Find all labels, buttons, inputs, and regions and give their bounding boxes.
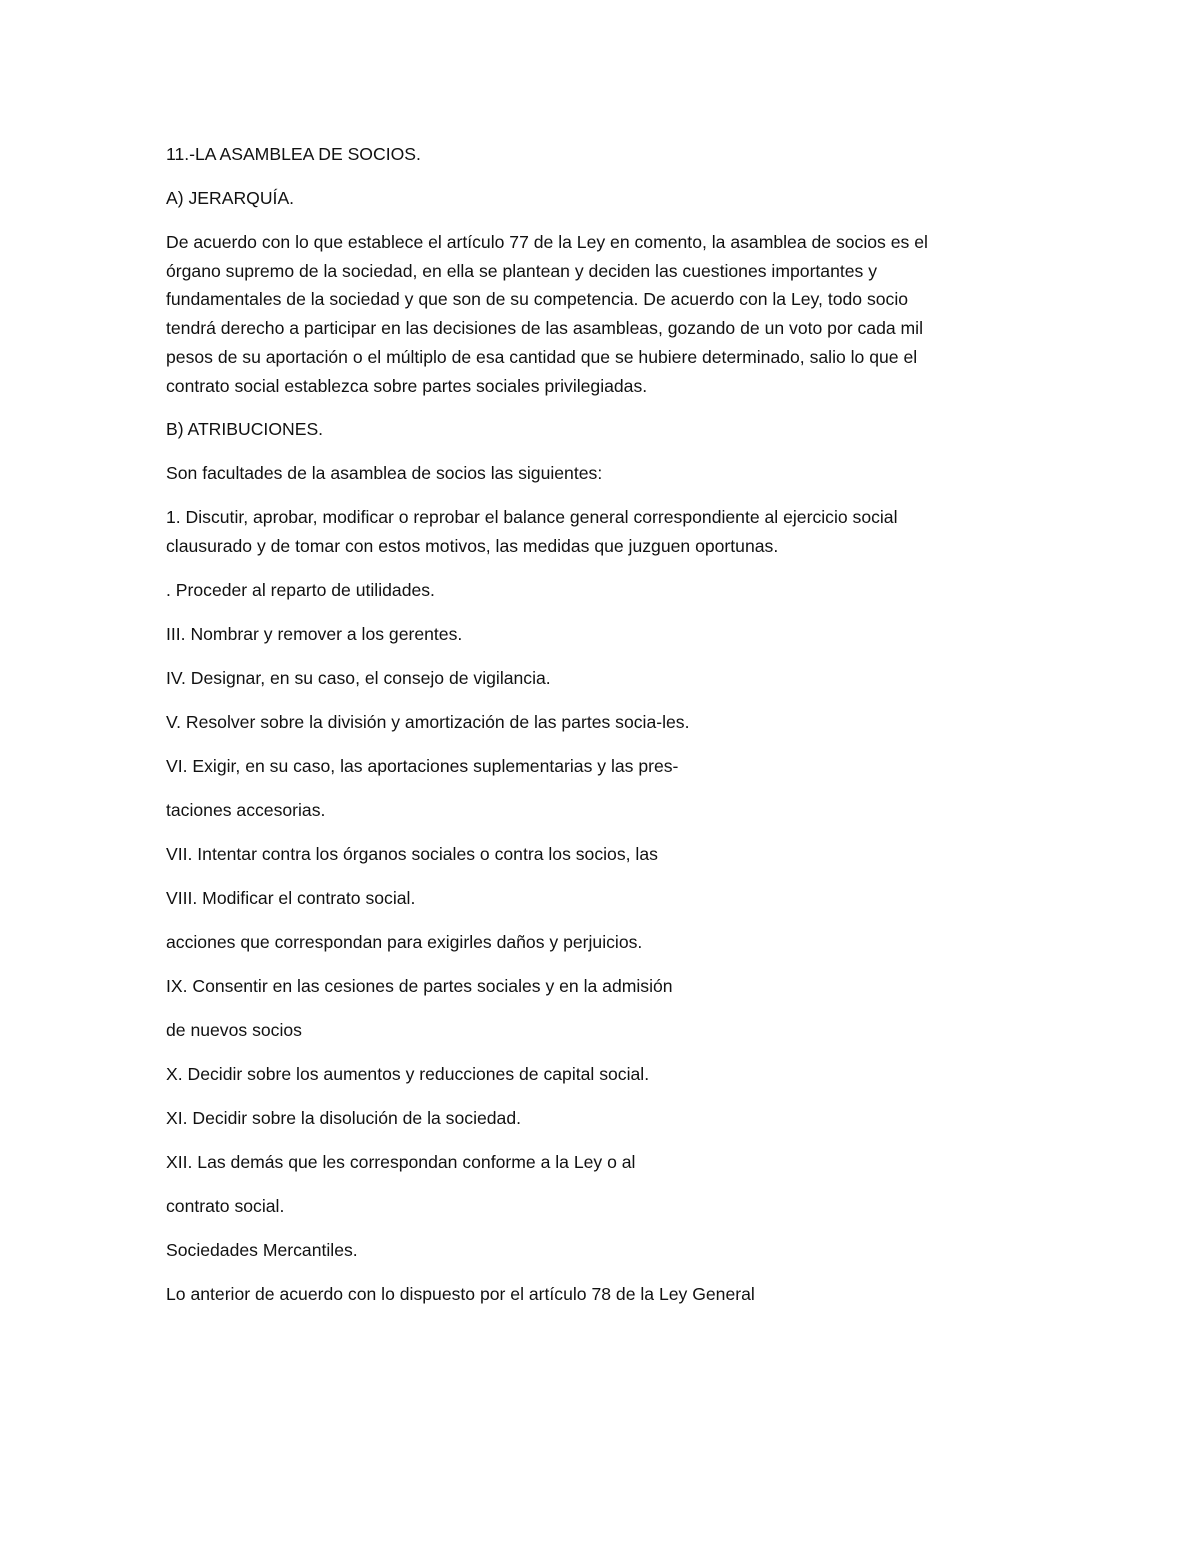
list-item: IX. Consentir en las cesiones de partes sociales y en la admisión [166,975,673,996]
list-item: X. Decidir sobre los aumentos y reducciones de capital social. [166,1063,650,1084]
list-item: VIII. Modificar el contrato social. [166,887,416,908]
list-item-1 [166,503,1036,560]
list-item: VI. Exigir, en su caso, las aportaciones suplementarias y las pres- [166,755,679,776]
list-item: V. Resolver sobre la división y amortización de las partes socia-les. [166,711,690,732]
paragraph-jerarquia [166,228,1036,400]
list-item: IV. Designar, en su caso, el consejo de vigilancia. [166,667,551,688]
text-line: tendrá derecho a participar en las decisiones de las asambleas, gozando de un voto por cada mil [166,318,923,339]
text-line: órgano supremo de la sociedad, en ella se plantean y deciden las cuestiones importantes y [166,260,878,281]
text-line: pesos de su aportación o el múltiplo de esa cantidad que se hubiere determinado, salio lo que el [166,346,918,367]
text-line: 1. Discutir, aprobar, modificar o reprobar el balance general correspondiente al ejercicio social [166,507,898,528]
list-item: contrato social. [166,1195,285,1216]
text-line: De acuerdo con lo que establece el artículo 77 de la Ley en comento, la asamblea de socios es el [166,232,928,252]
list-item: de nuevos socios [166,1019,302,1040]
list-item: taciones accesorias. [166,799,326,820]
list-item: Lo anterior de acuerdo con lo dispuesto por el artículo 78 de la Ley General [166,1283,755,1304]
list-item: . Proceder al reparto de utilidades. [166,579,435,600]
list-item: XI. Decidir sobre la disolución de la sociedad. [166,1107,522,1128]
section-heading: 11.-LA ASAMBLEA DE SOCIOS. [166,144,421,164]
list-item: XII. Las demás que les correspondan conforme a la Ley o al [166,1151,636,1172]
subheading-atribuciones: B) ATRIBUCIONES. [166,419,324,440]
text-line: clausurado y de tomar con estos motivos, las medidas que juzguen oportunas. [166,535,779,556]
list-item: VII. Intentar contra los órganos sociales o contra los socios, las [166,843,658,864]
text-line: contrato social establezca sobre partes sociales privilegiadas. [166,375,648,396]
list-item: Sociedades Mercantiles. [166,1239,358,1260]
document-body [166,140,1036,1324]
intro-text: Son facultades de la asamblea de socios las siguientes: [166,463,603,484]
list-item: acciones que correspondan para exigirles daños y perjuicios. [166,931,643,952]
text-line: fundamentales de la sociedad y que son de su competencia. De acuerdo con la Ley, todo socio [166,289,909,310]
list-item: III. Nombrar y remover a los gerentes. [166,623,463,644]
subheading-jerarquia: A) JERARQUÍA. [166,188,295,208]
